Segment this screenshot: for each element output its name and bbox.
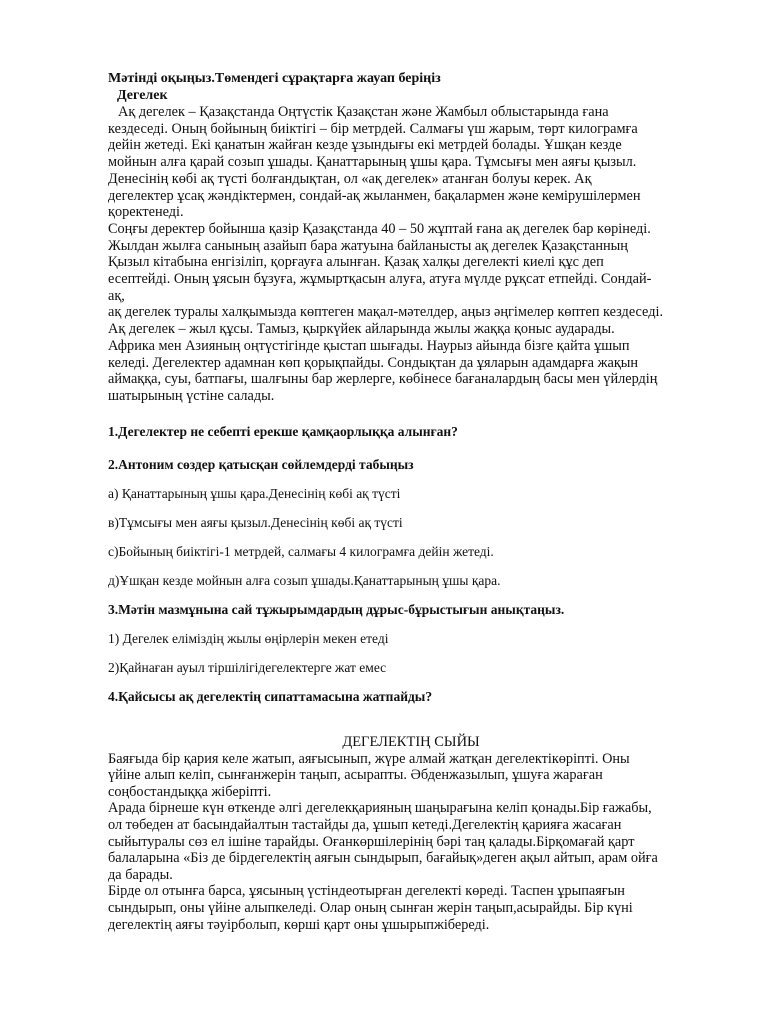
story-line: Баяғыда бір қария келе жатып, аяғысынып, жүре алмай жатқан дегелектікөріпті. Оны <box>108 750 630 767</box>
text-line: мойнын алға қарай созып ұшады. Қанаттарының ұшы қара. Тұмсығы мен аяғы қызыл. <box>108 154 637 171</box>
text-line: аймаққа, суы, батпағы, шалғыны бар жерлерге, көбінесе бағаналардың басы мен үйлердің <box>108 371 658 388</box>
text-title: Дегелек <box>117 88 168 103</box>
question-2: 2.Антоним сөздер қатысқан сөйлемдерді табыңыз <box>108 456 414 472</box>
text-line: Ақ дегелек – Қазақстанда Оңтүстік Қазақстан және Жамбыл облыстарында ғана <box>118 104 609 120</box>
question-2-option: с)Бойының биіктігі-1 метрдей, салмағы 4 килограмға дейін жетеді. <box>108 543 494 559</box>
question-4: 4.Қайсысы ақ дегелектің сипаттамасына жатпайды? <box>108 688 433 704</box>
story-line: үйіне алып келіп, сынғанжерін таңып, асырапты. Әбденжазылып, ұшуға жараған <box>108 767 603 784</box>
story-line: Бірде ол отынға барса, ұясының үстіндеотырған дегелекті көреді. Таспен ұрыпаяғын <box>108 883 625 900</box>
text-line: қоректенеді. <box>108 204 184 221</box>
question-3-option: 1) Дегелек еліміздің жылы өңірлерін мекен етеді <box>108 630 389 646</box>
question-1: 1.Дегелектер не себепті ерекше қамқаорлыққа алынған? <box>108 423 458 439</box>
question-2-option: д)Ұшқан кезде мойнын алға созып ұшады.Қанаттарының ұшы қара. <box>108 572 501 588</box>
story-line: дегелектің аяғы тәуірболып, көрші қарт оны ұшырыпжібереді. <box>108 916 490 933</box>
story-line: сыйытуралы сөз ел ішіне тарайды. Оғанкөршілерінің бәрі таң қалады.Бірқомағай қарт <box>108 833 635 850</box>
question-3-option: 2)Қайнаған ауыл тіршілігідегелектерге жат емес <box>108 659 387 675</box>
text-line: Африка мен Азияның оңтүстігінде қыстап шығады. Наурыз айында бізге қайта ұшып <box>108 337 630 354</box>
text-line: дейін жетеді. Екі қанатын жайған кезде ұзындығы екі метрдей болады. Ұшқан кезде <box>108 137 622 154</box>
story-line: балаларына «Біз де бірдегелектің аяғын сындырып, бағайық»деген ақыл айтып, арам ойға <box>108 850 658 867</box>
text-line: дегелектер ұсақ жәндіктермен, сондай-ақ жыланмен, бақалармен және кемірушілермен <box>108 187 641 204</box>
question-2-option: а) Қанаттарының ұшы қара.Денесінің көбі ақ түсті <box>108 485 401 501</box>
text-line: ақ дегелек туралы халқымызда көптеген мақал-мәтелдер, аңыз әңгімелер көптеп кездеседі. <box>108 304 664 321</box>
text-line: келеді. Дегелектер адамнан көп қорықпайды. Сондықтан да ұяларын адамдарға жақын <box>108 354 639 371</box>
reading-text <box>108 104 714 405</box>
text-line: кездеседі. Оның бойының биіктігі – бір метрдей. Салмағы үш жарым, төрт килограмға <box>108 120 638 137</box>
story-line: соңбостандыққа жіберіпті. <box>108 783 272 800</box>
text-line: есептейді. Оның ұясын бұзуға, жұмыртқасын алуға, атуға мүлде рұқсат етпейді. Сондай- <box>108 271 652 288</box>
story-text <box>108 751 714 934</box>
story-line: сындырып, оны үйіне алыпкеледі. Олар оның сынған жерін таңып,асырайды. Бір күні <box>108 900 633 916</box>
document-page <box>108 70 714 933</box>
story-line: Арада бірнеше күн өткенде әлгі дегелекқарияның шаңырағына келіп қонады.Бір ғажабы, <box>108 800 652 817</box>
text-line: Ақ дегелек – жыл құсы. Тамыз, қыркүйек айларында жылы жаққа қоныс аударады. <box>108 321 615 338</box>
question-3: 3.Мәтін мазмұнына сай тұжырымдардың дұрыс-бұрыстығын анықтаңыз. <box>108 601 565 617</box>
instruction-heading: Мәтінді оқыңыз.Төмендегі сұрақтарға жауап беріңіз <box>108 71 441 86</box>
text-line: шатырының үстіне салады. <box>108 387 275 404</box>
story-line: да барады. <box>108 866 173 883</box>
text-line: Денесінің көбі ақ түсті болғандықтан, ол «ақ дегелек» атанған болуы керек. Ақ <box>108 170 592 187</box>
story-line: ол төбеден ат басындайалтын тастайды да, ұшып кетеді.Дегелектің қарияға жасаған <box>108 817 622 834</box>
story-title: ДЕГЕЛЕКТІҢ СЫЙЫ <box>342 733 480 750</box>
question-2-option: в)Тұмсығы мен аяғы қызыл.Денесінің көбі ақ түсті <box>108 514 403 530</box>
text-line: ақ, <box>108 287 125 304</box>
text-line: Жылдан жылға санының азайып бара жатуына байланысты ақ дегелек Қазақстанның <box>108 237 628 254</box>
text-line: Қызыл кітабына енгізіліп, қорғауға алынған. Қазақ халқы дегелекті киелі құс деп <box>108 254 604 271</box>
text-line: Соңғы деректер бойынша қазір Қазақстанда 40 – 50 жұптай ғана ақ дегелек бар көрінеді. <box>108 220 651 237</box>
